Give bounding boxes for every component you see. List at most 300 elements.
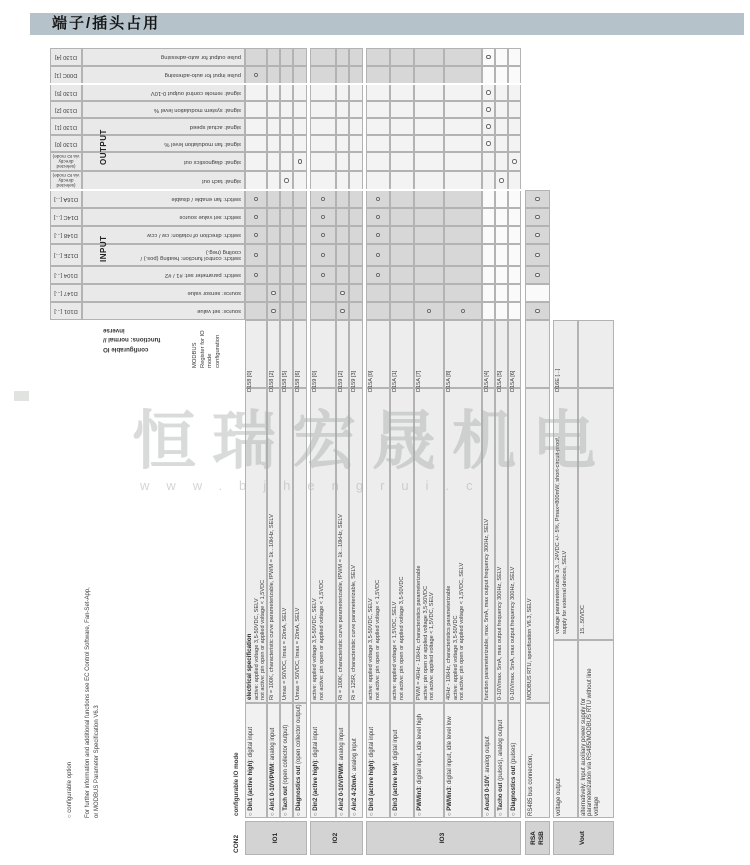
matrix-cell [349, 101, 363, 118]
matrix-cell [390, 284, 414, 302]
matrix-cell [414, 226, 444, 244]
matrix-cell [495, 48, 508, 66]
mode-label: ○ PWMin3: digital input, idle level low [446, 716, 453, 816]
spec-line: active: applied voltage 3,5-50VDC, SELV [368, 598, 375, 700]
matrix-cell [280, 84, 293, 101]
group-separator [50, 83, 522, 84]
matrix-cell [293, 135, 307, 152]
matrix-cell [414, 66, 444, 84]
matrix-cell [349, 135, 363, 152]
matrix-cell [390, 118, 414, 135]
matrix-cell [414, 101, 444, 118]
matrix-cell [293, 84, 307, 101]
group-label: Vout [579, 831, 587, 845]
option-circle-mark [535, 309, 540, 314]
matrix-cell [482, 226, 495, 244]
function-name-label: switch: control function: heating (pos.) / cooling (neg.) [140, 249, 241, 262]
matrix-cell [293, 48, 307, 66]
matrix-cell [280, 266, 293, 284]
page-title: 端子/插头占用 [30, 13, 744, 35]
function-register-label: D148 [...] [54, 232, 78, 239]
matrix-cell [495, 101, 508, 118]
matrix-cell [349, 84, 363, 101]
matrix-cell [280, 208, 293, 226]
matrix-cell [245, 118, 267, 135]
matrix-cell [444, 101, 482, 118]
matrix-cell [444, 48, 482, 66]
footnote-further-information: For further information and additional functions see EC Control Software, Fan-Set-App, or MODBUS Parameter Specification V6.3 [85, 587, 100, 818]
matrix-cell [495, 208, 508, 226]
spec-cell [578, 388, 614, 640]
matrix-cell [390, 266, 414, 284]
matrix-cell [349, 66, 363, 84]
matrix-cell [495, 226, 508, 244]
matrix-cell [390, 226, 414, 244]
function-register-cell [50, 171, 82, 190]
function-name-label: pulse input for auto-adressing [164, 72, 241, 79]
mode-label: ○ PWMin3: digital input, idle level high [416, 713, 423, 816]
matrix-cell [508, 48, 521, 66]
matrix-cell [245, 101, 267, 118]
function-register-label: D130 [0] [55, 140, 77, 147]
group-label: IO1 [271, 832, 279, 844]
matrix-cell [293, 118, 307, 135]
matrix-cell [414, 244, 444, 266]
option-circle-mark [298, 159, 303, 164]
matrix-cell [336, 152, 349, 171]
matrix-cell-rs485 [525, 284, 550, 302]
matrix-cell [336, 171, 349, 190]
matrix-cell [495, 66, 508, 84]
matrix-cell [280, 66, 293, 84]
matrix-cell [280, 284, 293, 302]
matrix-cell [310, 171, 336, 190]
matrix-cell [390, 48, 414, 66]
option-circle-mark [486, 90, 491, 95]
option-circle-mark [535, 197, 540, 202]
matrix-cell [280, 101, 293, 118]
spec-line: Ri = 100K, characteristic curve parameterizable, fPWM = 1k...10kHz, SELV [338, 514, 345, 700]
option-circle-mark [535, 215, 540, 220]
function-name-label: switch: fan enable / disable [171, 196, 241, 203]
function-name-label: signal: tach out [202, 177, 241, 184]
function-register-label: D130 [1] [55, 123, 77, 130]
matrix-cell [414, 135, 444, 152]
matrix-cell [390, 66, 414, 84]
matrix-cell [293, 284, 307, 302]
mode-label: ○ Din3 (active high): digital input [368, 726, 375, 816]
register-value: D15A [1] [392, 370, 398, 392]
matrix-cell [508, 84, 521, 101]
matrix-cell [390, 152, 414, 171]
matrix-cell [390, 84, 414, 101]
group-label: IO3 [439, 832, 447, 844]
matrix-cell [267, 208, 280, 226]
matrix-cell [508, 101, 521, 118]
function-name-cell [82, 208, 245, 226]
matrix-cell [293, 66, 307, 84]
function-register-label: D130 [5] [55, 89, 77, 96]
function-register-label: (selected directly via IO mode) [52, 173, 80, 188]
function-register-cell [50, 101, 82, 118]
function-register-cell [50, 118, 82, 135]
register-value: D159 [0] [312, 370, 318, 392]
matrix-cell [366, 101, 390, 118]
mode-label-line: alternatively: Input auxiliary power supply for [580, 697, 587, 816]
mode-label: ○ Din2 (active high): digital input [312, 726, 319, 816]
spec-line: Ri = 125R, characteristic curve parameterizable, SELV [351, 565, 358, 700]
matrix-cell [336, 48, 349, 66]
matrix-cell [366, 171, 390, 190]
matrix-cell [267, 226, 280, 244]
spec-line: 0-10V/max. 5mA, max output frequency 300Hz, SELV [497, 566, 504, 700]
function-register-cell [50, 48, 82, 66]
matrix-cell [349, 48, 363, 66]
matrix-cell [293, 171, 307, 190]
matrix-cell [280, 190, 293, 208]
matrix-cell [482, 302, 495, 320]
matrix-cell [336, 84, 349, 101]
matrix-cell [245, 284, 267, 302]
function-name-label: signal: system modulation level % [154, 106, 241, 113]
matrix-cell [336, 266, 349, 284]
matrix-cell [508, 171, 521, 190]
matrix-cell [267, 266, 280, 284]
function-register-cell [50, 208, 82, 226]
footnote-configurable-option: ○ configurable option [67, 762, 73, 818]
matrix-cell [280, 152, 293, 171]
matrix-cell [414, 48, 444, 66]
matrix-cell [349, 171, 363, 190]
function-name-cell [82, 101, 245, 118]
matrix-cell [444, 152, 482, 171]
spec-line: not active: pin open or applied voltage < 1,5VDC [374, 579, 381, 700]
matrix-cell [245, 152, 267, 171]
matrix-cell [267, 152, 280, 171]
spec-line: supply for external devices, SELV [561, 550, 568, 634]
matrix-cell [245, 302, 267, 320]
mode-label: ○ Din3 (active low): digital input [392, 729, 399, 816]
matrix-cell [349, 244, 363, 266]
spec-line: active: applied voltage 3,5-50VDC, SELV [312, 598, 319, 700]
matrix-cell [349, 284, 363, 302]
spec-line: not active: applied voltage < 1,5VDC, SELV [429, 592, 436, 700]
register-value: D15A [6] [510, 370, 516, 392]
function-name-cell [82, 48, 245, 66]
spec-line: voltage parameterizable 3,3...24VDC +/- 5%, Pmax=800mW, short-circuit-proof, [555, 436, 562, 634]
matrix-cell [444, 208, 482, 226]
spec-line: active: pin open or applied voltage 3,5-50VDC [422, 585, 429, 700]
function-name-label: source: sensor value [187, 290, 241, 297]
matrix-cell [349, 208, 363, 226]
function-register-label: D12E [...] [53, 252, 79, 259]
matrix-cell [267, 135, 280, 152]
matrix-cell [336, 226, 349, 244]
group-label: IO2 [332, 832, 340, 844]
matrix-cell [336, 190, 349, 208]
configurable-io-functions-header: configurable IO functions: normal // inverse [103, 327, 161, 353]
register-value: D15A [0] [368, 370, 374, 392]
watermark-cjk: 恒瑞宏晟机电 [132, 405, 612, 477]
matrix-cell [495, 152, 508, 171]
mode-label: ○ Ain2 4-20mA: analog input [351, 738, 358, 816]
spec-line: active: applied voltage 3,5-50VDC [452, 615, 459, 700]
mode-label: RS485 bus connection, [527, 753, 534, 816]
mode-label: voltage output [555, 778, 562, 816]
spec-line: not active: pin open or applied voltage < 1,5VDC [318, 579, 325, 700]
option-circle-mark [512, 159, 517, 164]
matrix-cell [508, 244, 521, 266]
spec-line: Umax = 50VDC, Imax = 20mA, SELV [295, 607, 302, 700]
option-circle-mark [486, 107, 491, 112]
function-register-cell [50, 302, 82, 320]
matrix-cell [444, 84, 482, 101]
option-circle-mark [486, 141, 491, 146]
function-name-label: signal: diagnostics out [183, 158, 241, 165]
matrix-cell [414, 266, 444, 284]
function-name-cell [82, 66, 245, 84]
matrix-cell [495, 284, 508, 302]
matrix-cell [267, 66, 280, 84]
matrix-cell [293, 302, 307, 320]
matrix-cell [444, 266, 482, 284]
function-register-label: D16A [...] [54, 196, 78, 203]
function-name-cell [82, 171, 245, 190]
spec-line: active: applied voltage 3,5-50VDC, SELV [253, 598, 260, 700]
matrix-cell [267, 48, 280, 66]
option-circle-mark [486, 124, 491, 129]
function-name-cell [82, 284, 245, 302]
matrix-cell [444, 171, 482, 190]
matrix-cell [495, 118, 508, 135]
function-name-label: signal: actual speed [189, 123, 241, 130]
matrix-cell [366, 135, 390, 152]
matrix-cell [267, 244, 280, 266]
matrix-cell [310, 284, 336, 302]
matrix-cell [444, 284, 482, 302]
register-value: D15A [4] [484, 370, 490, 392]
register-value: D15A [5] [497, 370, 503, 392]
matrix-cell [390, 302, 414, 320]
matrix-cell [366, 118, 390, 135]
watermark-url: www.bjhengrui.c [140, 478, 490, 493]
matrix-cell [267, 101, 280, 118]
mode-label: ○ Aout3 0-10V: analog output [484, 736, 491, 816]
matrix-cell [280, 302, 293, 320]
matrix-cell [280, 118, 293, 135]
matrix-cell [366, 284, 390, 302]
matrix-cell [495, 135, 508, 152]
register-cell [578, 320, 614, 388]
matrix-cell [349, 226, 363, 244]
matrix-cell [245, 48, 267, 66]
function-register-label: D14C [...] [53, 214, 79, 221]
output-group-label: OUTPUT [99, 129, 108, 165]
matrix-cell [482, 152, 495, 171]
function-name-cell [82, 190, 245, 208]
register-value: D159 [3] [351, 370, 357, 392]
matrix-cell [366, 152, 390, 171]
function-name-label: source: set value [197, 308, 241, 315]
matrix-cell [310, 135, 336, 152]
matrix-cell [508, 190, 521, 208]
spec-line: MODBUS RTU, specification V6.3, SELV [527, 598, 534, 700]
mode-label: ○ Ain1 0-10V/PWM: analog input [269, 727, 276, 816]
matrix-cell [390, 208, 414, 226]
matrix-cell [444, 118, 482, 135]
register-value: D159 [2] [338, 370, 344, 392]
matrix-cell [310, 152, 336, 171]
matrix-cell [245, 135, 267, 152]
matrix-cell [508, 284, 521, 302]
register-value: D16E [...] [555, 368, 561, 392]
matrix-cell [280, 135, 293, 152]
matrix-cell [444, 226, 482, 244]
matrix-cell [349, 152, 363, 171]
function-register-cell [50, 266, 82, 284]
matrix-cell [495, 244, 508, 266]
matrix-cell [267, 84, 280, 101]
mode-label: ○ Ain2 0-10V/PWM: analog input [338, 727, 345, 816]
configurable-io-mode-header: configurable IO mode [233, 752, 240, 816]
function-register-label: D130 [2] [55, 106, 77, 113]
spec-line: function parameterizable, max. 5mA, max output frequency 300Hz, SELV [484, 518, 491, 700]
mode-label: ○ Din1 (active high): digital input [247, 726, 254, 816]
matrix-cell [310, 302, 336, 320]
matrix-cell [349, 266, 363, 284]
matrix-cell [508, 208, 521, 226]
matrix-cell [310, 118, 336, 135]
function-register-label: D130 [4] [55, 54, 77, 61]
matrix-cell [280, 244, 293, 266]
matrix-cell [336, 66, 349, 84]
matrix-cell [495, 302, 508, 320]
option-circle-mark [271, 291, 276, 296]
matrix-cell [414, 171, 444, 190]
matrix-cell [390, 171, 414, 190]
matrix-cell [336, 135, 349, 152]
function-register-label: D00C [1] [54, 72, 78, 79]
spec-line: Umax = 50VDC, Imax = 20mA, SELV [282, 607, 289, 700]
spec-line: PWM = 40Hz - 10kHz, characteristics parameterizable [416, 565, 423, 700]
matrix-cell [414, 284, 444, 302]
spec-line: not active: pin open or applied voltage 3,5-50VDC [398, 576, 405, 700]
spec-line: 0-10V/max. 5mA, max output frequency 300Hz, SELV [510, 566, 517, 700]
mode-label-line: voltage [594, 796, 601, 816]
register-value: D158 [2] [269, 370, 275, 392]
matrix-cell [336, 101, 349, 118]
mode-label: ○ Tach out (open collector output) [282, 724, 289, 816]
function-register-cell [50, 84, 82, 101]
matrix-cell [495, 266, 508, 284]
matrix-cell [444, 135, 482, 152]
matrix-cell [293, 226, 307, 244]
register-value: D15A [7] [416, 370, 422, 392]
function-name-cell [82, 84, 245, 101]
matrix-cell [336, 118, 349, 135]
register-cell [525, 320, 550, 388]
matrix-cell [245, 84, 267, 101]
matrix-cell [508, 118, 521, 135]
spec-line: not active: pin open or applied voltage < 1,5VDC [260, 579, 267, 700]
matrix-cell [293, 190, 307, 208]
matrix-cell [508, 266, 521, 284]
matrix-cell [280, 48, 293, 66]
option-circle-mark [340, 291, 345, 296]
modbus-register-header: MODBUS Register for IO mode configuration [192, 330, 221, 368]
function-register-label: D101 [...] [54, 308, 78, 315]
function-register-label: (selected directly via IO mode) [52, 154, 80, 169]
spec-line: 40Hz - 10kHz, characteristics parameterizable [446, 585, 453, 700]
matrix-cell [310, 48, 336, 66]
matrix-cell [482, 244, 495, 266]
register-value: D15A [8] [446, 370, 452, 392]
option-circle-mark [535, 233, 540, 238]
matrix-cell [293, 101, 307, 118]
matrix-cell [444, 244, 482, 266]
watermark-fragment [14, 391, 29, 401]
group-label: RSA RSB [529, 831, 544, 845]
function-register-cell [50, 244, 82, 266]
matrix-cell [482, 284, 495, 302]
function-name-label: switch: direction of rotation: cw / ccw [147, 232, 241, 239]
matrix-cell [482, 190, 495, 208]
matrix-cell [414, 118, 444, 135]
matrix-cell [310, 84, 336, 101]
register-value: D158 [5] [282, 370, 288, 392]
function-register-cell [50, 135, 82, 152]
option-circle-mark [486, 55, 491, 60]
matrix-cell [444, 190, 482, 208]
matrix-cell [414, 208, 444, 226]
matrix-cell [482, 66, 495, 84]
con2-header: CON2 [233, 834, 240, 853]
spec-line: active: applied voltage < 1,5VDC, SELV [392, 601, 399, 700]
matrix-cell [310, 66, 336, 84]
matrix-cell [310, 101, 336, 118]
function-name-cell [82, 266, 245, 284]
option-circle-mark [271, 309, 276, 314]
matrix-cell [482, 208, 495, 226]
matrix-cell [349, 190, 363, 208]
matrix-cell [336, 244, 349, 266]
mode-label: ○ Diagnostics out (open collector output) [295, 704, 302, 816]
option-circle-mark [499, 178, 504, 183]
matrix-cell [280, 226, 293, 244]
option-circle-mark [535, 273, 540, 278]
matrix-cell [390, 244, 414, 266]
option-circle-mark [535, 253, 540, 258]
function-register-cell [50, 66, 82, 84]
matrix-cell [267, 118, 280, 135]
input-group-label: INPUT [99, 235, 108, 262]
matrix-cell [293, 244, 307, 266]
matrix-cell [414, 152, 444, 171]
spec-line: 15...50VDC [580, 605, 587, 634]
matrix-cell [366, 66, 390, 84]
matrix-cell [245, 171, 267, 190]
matrix-cell [366, 84, 390, 101]
mode-label: ○ Diagnostics out (pulses) [510, 742, 517, 816]
matrix-cell [495, 84, 508, 101]
option-circle-mark [340, 309, 345, 314]
function-name-label: signal: fan modulation level % [164, 140, 241, 147]
function-register-cell [50, 152, 82, 171]
spec-line: Ri = 100K, characteristic curve parameterizable, fPWM = 1k...10kHz, SELV [269, 514, 276, 700]
matrix-cell [482, 171, 495, 190]
matrix-cell [482, 266, 495, 284]
matrix-cell [293, 208, 307, 226]
